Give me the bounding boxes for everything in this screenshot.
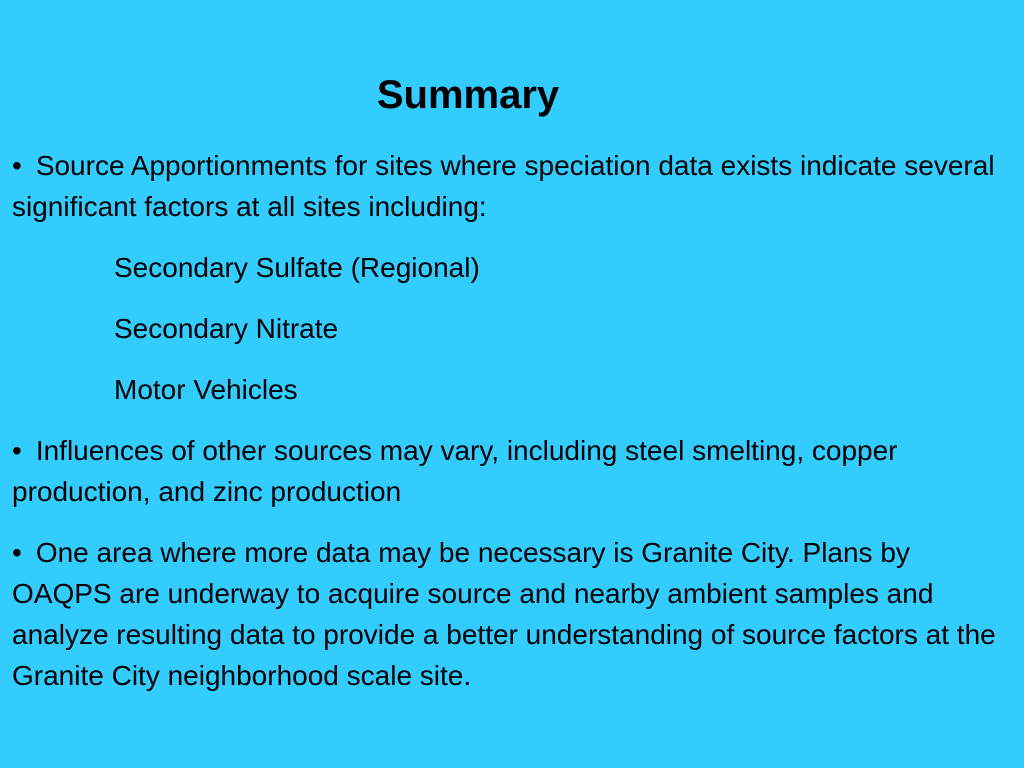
bullet-marker: • <box>12 435 22 466</box>
bullet-text: Influences of other sources may vary, including steel smelting, copper production, and zinc production <box>12 435 898 507</box>
bullet-item-1 <box>12 145 1017 227</box>
sub-item-motor-vehicles: Motor Vehicles <box>114 374 298 405</box>
sub-item-secondary-sulfate: Secondary Sulfate (Regional) <box>114 252 480 283</box>
sub-item-secondary-nitrate: Secondary Nitrate <box>114 313 339 344</box>
bullet-marker: • <box>12 150 22 181</box>
bullet-item-3 <box>12 532 1017 696</box>
bullet-text: One area where more data may be necessary is Granite City. Plans by OAQPS are underway to acquire source and nearby ambient samples and analyze resulting data to provide a better understanding of source factors at the Granite City neighborhood scale site. <box>12 537 996 691</box>
bullet-text: Source Apportionments for sites where speciation data exists indicate several significant factors at all sites including: <box>12 150 995 222</box>
slide-content <box>12 145 1017 716</box>
bullet-item-2 <box>12 430 1017 512</box>
bullet-marker: • <box>12 537 22 568</box>
slide-title: Summary <box>376 73 560 117</box>
